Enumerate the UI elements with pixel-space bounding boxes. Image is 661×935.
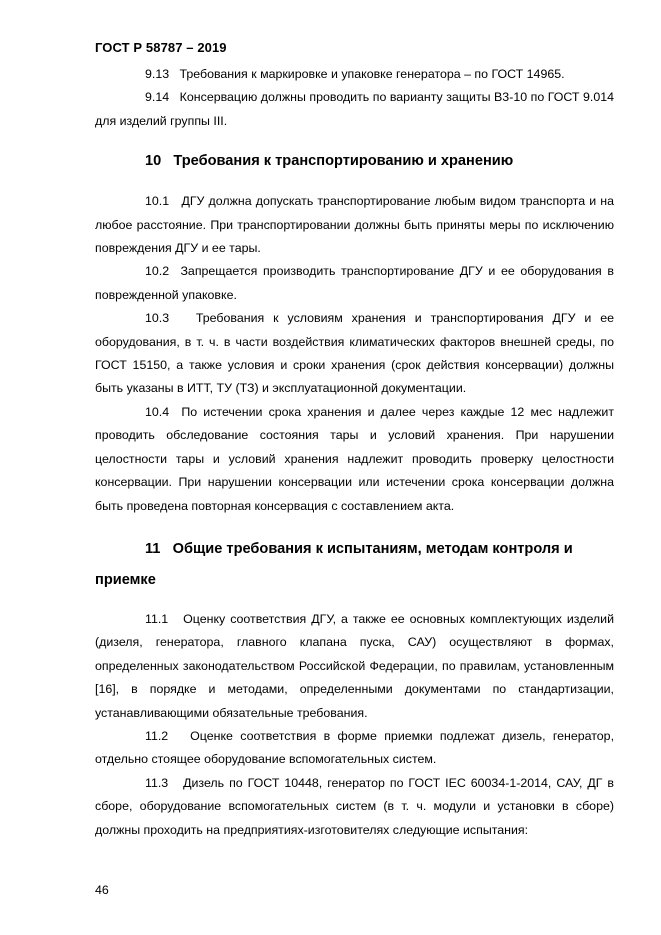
document-header: ГОСТ Р 58787 – 2019 bbox=[95, 40, 227, 55]
clause-number: 9.13 bbox=[145, 67, 170, 81]
section-number: 10 bbox=[145, 153, 162, 170]
clause-11-1 bbox=[95, 608, 614, 725]
section-title: Общие требования к испытаниям, методам контроля и приемке bbox=[95, 540, 573, 588]
section-title: Требования к транспортированию и хранению bbox=[173, 153, 514, 170]
clause-text: По истечении срока хранения и далее через каждые 12 мес надлежит проводить обследование состояния тары и условий хранения. При нарушении целостности тары и условий хранения надлежит проводить проверку целостности консервации. При нарушении консервации или истечении срока консервации должна быть проведена повторная консервация с составлением акта. bbox=[95, 404, 615, 513]
clause-number: 10.1 bbox=[145, 194, 170, 209]
clause-number: 11.3 bbox=[145, 775, 169, 790]
clause-11-2 bbox=[95, 725, 614, 772]
clause-9-13 bbox=[95, 63, 614, 86]
section-number: 11 bbox=[145, 540, 161, 557]
clause-9-14 bbox=[95, 86, 614, 133]
clause-10-1 bbox=[95, 190, 614, 260]
clause-11-3 bbox=[95, 772, 614, 842]
clause-number: 11.2 bbox=[145, 728, 169, 743]
clause-text: Оценке соответствия в форме приемки подлежат дизель, генератор, отдельно стоящее оборудование вспомогательных систем. bbox=[95, 728, 615, 767]
section-10-heading bbox=[95, 146, 614, 176]
clause-number: 11.1 bbox=[145, 611, 169, 626]
clause-number: 10.4 bbox=[145, 404, 170, 419]
clause-text: Запрещается производить транспортирование ДГУ и ее оборудования в поврежденной упаковке. bbox=[95, 264, 614, 302]
clause-text: Требования к маркировке и упаковке генератора – по ГОСТ 14965. bbox=[179, 67, 565, 81]
document-body bbox=[95, 63, 614, 842]
section-11-heading bbox=[95, 534, 614, 596]
clause-number: 10.3 bbox=[145, 311, 170, 326]
clause-text: Оценку соответствия ДГУ, а также ее основных комплектующих изделий (дизеля, генератора, главного клапана пуска, САУ) осуществляют в формах, определенных законодательством Российской Федерации, по правилам, установленным [16], в порядке и методами, определенными документами по стандартизации, устанавливающими обязательные требования. bbox=[95, 611, 615, 720]
clause-text: Консервацию должны проводить по варианту защиты В3-10 по ГОСТ 9.014 для изделий группы III. bbox=[95, 90, 614, 128]
page-number: 46 bbox=[95, 883, 109, 897]
clause-10-4 bbox=[95, 401, 614, 518]
clause-text: Требования к условиям хранения и транспортирования ДГУ и ее оборудования, в т. ч. в части воздействия климатических факторов внешней среды, по ГОСТ 15150, а также условия и сроки хранения (срок действия консервации) должны быть указаны в ИТТ, ТУ (ТЗ) и эксплуатационной документации. bbox=[95, 311, 615, 396]
clause-10-3 bbox=[95, 307, 614, 401]
clause-number: 10.2 bbox=[145, 264, 170, 279]
clause-10-2 bbox=[95, 260, 614, 307]
clause-text: Дизель по ГОСТ 10448, генератор по ГОСТ IEC 60034-1-2014, САУ, ДГ в сборе, оборудование вспомогательных систем (в т. ч. модули и установки в сборе) должны проходить на предприятиях-изготовителях следующие испытания: bbox=[95, 775, 614, 837]
clause-number: 9.14 bbox=[145, 90, 170, 105]
clause-text: ДГУ должна допускать транспортирование любым видом транспорта и на любое расстояние. При транспортировании должны быть приняты меры по исключению повреждения ДГУ и ее тары. bbox=[95, 194, 614, 256]
